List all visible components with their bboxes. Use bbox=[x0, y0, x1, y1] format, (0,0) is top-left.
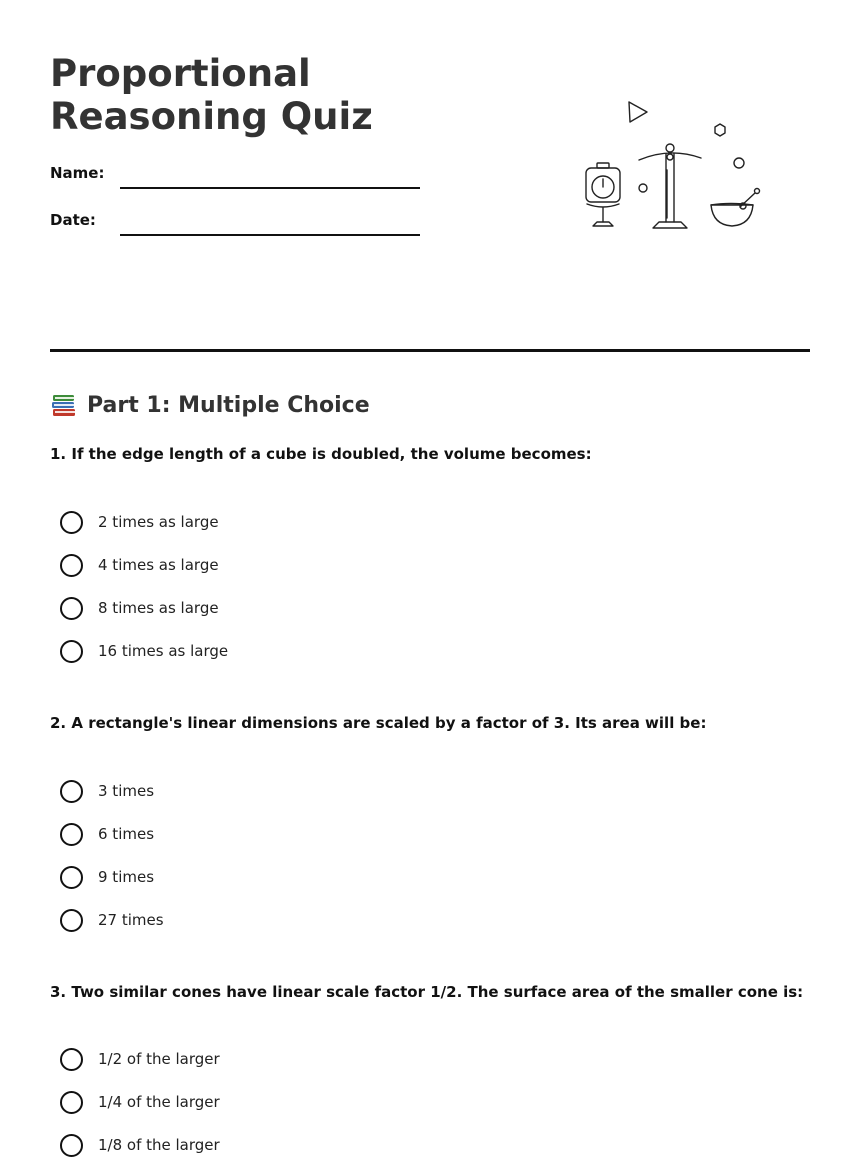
header-divider bbox=[50, 349, 810, 352]
section-title: Part 1: Multiple Choice bbox=[87, 392, 370, 418]
q2-option[interactable] bbox=[60, 864, 154, 890]
q1-option[interactable] bbox=[60, 595, 219, 621]
q3-option[interactable] bbox=[60, 1089, 220, 1115]
q3-option[interactable] bbox=[60, 1046, 220, 1072]
question-2-text: 2. A rectangle's linear dimensions are scaled by a factor of 3. Its area will be: bbox=[50, 714, 707, 732]
mortar-pestle-icon bbox=[711, 189, 760, 227]
q1-option[interactable] bbox=[60, 552, 219, 578]
radio-button[interactable] bbox=[60, 597, 83, 620]
section-heading bbox=[50, 389, 370, 421]
date-label: Date: bbox=[50, 211, 96, 229]
radio-button[interactable] bbox=[60, 1134, 83, 1157]
option-label: 1/8 of the larger bbox=[98, 1136, 220, 1154]
radio-button[interactable] bbox=[60, 640, 83, 663]
question-1-text: 1. If the edge length of a cube is doubled, the volume becomes: bbox=[50, 445, 592, 463]
q2-option[interactable] bbox=[60, 778, 154, 804]
option-label: 1/2 of the larger bbox=[98, 1050, 220, 1068]
radio-button[interactable] bbox=[60, 823, 83, 846]
page-title: Proportional Reasoning Quiz bbox=[50, 52, 373, 138]
q1-option[interactable] bbox=[60, 638, 228, 664]
triangle-icon bbox=[629, 102, 647, 122]
hexagon-icon bbox=[715, 124, 725, 136]
radio-button[interactable] bbox=[60, 780, 83, 803]
radio-button[interactable] bbox=[60, 511, 83, 534]
option-label: 2 times as large bbox=[98, 513, 219, 531]
books-icon bbox=[50, 391, 78, 419]
option-label: 1/4 of the larger bbox=[98, 1093, 220, 1111]
date-line[interactable] bbox=[120, 234, 420, 236]
radio-button[interactable] bbox=[60, 1091, 83, 1114]
q3-option[interactable] bbox=[60, 1132, 220, 1158]
name-label: Name: bbox=[50, 164, 105, 182]
q2-option[interactable] bbox=[60, 907, 164, 933]
question-3-text: 3. Two similar cones have linear scale factor 1/2. The surface area of the smaller cone is: bbox=[50, 983, 804, 1001]
radio-button[interactable] bbox=[60, 866, 83, 889]
measuring-tools-illustration bbox=[575, 92, 775, 242]
option-label: 9 times bbox=[98, 868, 155, 886]
option-label: 8 times as large bbox=[98, 599, 219, 617]
q1-option[interactable] bbox=[60, 509, 219, 535]
balance-scale-icon bbox=[639, 144, 701, 228]
kitchen-scale-icon bbox=[586, 163, 620, 226]
radio-button[interactable] bbox=[60, 909, 83, 932]
option-label: 3 times bbox=[98, 782, 155, 800]
option-label: 6 times bbox=[98, 825, 155, 843]
radio-button[interactable] bbox=[60, 554, 83, 577]
name-line[interactable] bbox=[120, 187, 420, 189]
q2-option[interactable] bbox=[60, 821, 154, 847]
circle-icon bbox=[639, 158, 744, 192]
radio-button[interactable] bbox=[60, 1048, 83, 1071]
option-label: 27 times bbox=[98, 911, 164, 929]
option-label: 16 times as large bbox=[98, 642, 229, 660]
option-label: 4 times as large bbox=[98, 556, 219, 574]
